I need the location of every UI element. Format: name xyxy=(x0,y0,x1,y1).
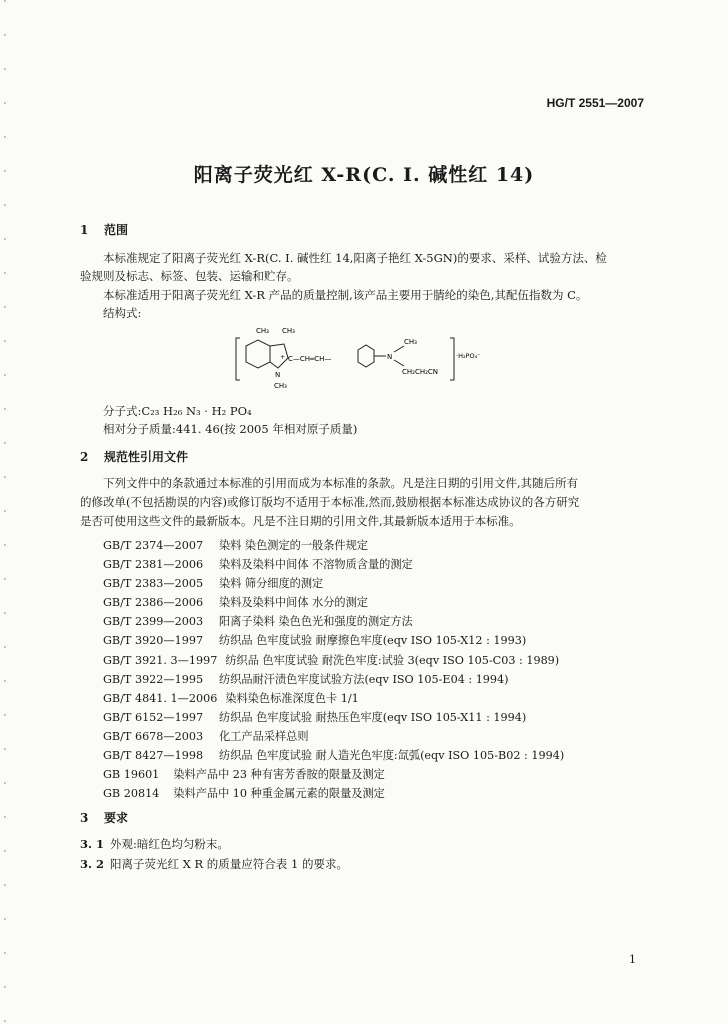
ref-code: GB/T 3921. 3—1997 xyxy=(103,653,218,667)
ref-title: 染料及染料中间体 不溶物质含量的测定 xyxy=(219,558,413,572)
ch3-top-right: CH₃ xyxy=(282,327,295,335)
bond-n-chain xyxy=(394,360,404,366)
scope-paragraph-1b: 验规则及标志、标签、包装、运输和贮存。 xyxy=(80,269,299,283)
reference-item xyxy=(103,612,564,631)
section-title: 规范性引用文件 xyxy=(104,450,189,464)
clause-number: 3. 1 xyxy=(80,837,105,851)
reference-item xyxy=(103,555,564,574)
ch3-top-left: CH₃ xyxy=(256,327,269,335)
reference-item xyxy=(103,631,564,650)
document-title: 阳离子荧光红 X-R(C. I. 碱性红 14) xyxy=(193,164,535,186)
chain-text: C—CH═CH— xyxy=(288,355,332,363)
scope-paragraph-2: 本标准适用于阳离子荧光红 X-R 产品的质量控制,该产品主要用于腈纶的染色,其配伍指数为 C。 xyxy=(103,288,588,302)
n-ring-label: N xyxy=(275,371,281,379)
ref-code: GB/T 2399—2003 xyxy=(103,615,204,629)
ref-code: GB/T 3922—1995 xyxy=(103,672,204,686)
amine-n: N xyxy=(387,353,393,361)
molecular-mass: 相对分子质量:441. 46(按 2005 年相对原子质量) xyxy=(103,422,358,436)
structural-formula xyxy=(234,324,494,394)
reference-item xyxy=(103,670,564,689)
clause-3-2 xyxy=(80,856,348,872)
ref-code: GB/T 3920—1997 xyxy=(103,634,204,648)
ref-title: 染料染色标准深度色卡 1/1 xyxy=(225,691,359,705)
ref-code: GB/T 2386—2006 xyxy=(103,596,204,610)
ref-title: 纺织品 色牢度试验 耐人造光色牢度:氙弧(eqv ISO 105-B02 : 1994) xyxy=(219,749,565,763)
clause-text: 阳离子荧光红 X R 的质量应符合表 1 的要求。 xyxy=(110,857,348,871)
ref-code: GB/T 6678—2003 xyxy=(103,729,204,743)
section-number: 1 xyxy=(80,223,89,237)
bond-n-ch3 xyxy=(394,346,404,352)
ref-title: 化工产品采样总则 xyxy=(219,729,309,743)
ref-code: GB/T 2383—2005 xyxy=(103,577,204,591)
ref-title: 纺织品 色牢度试验 耐摩擦色牢度(eqv ISO 105-X12 : 1993) xyxy=(219,634,527,648)
scope-paragraph-1a: 本标准规定了阳离子荧光红 X-R(C. I. 碱性红 14,阳离子艳红 X-5GN)的要求、采样、试验方法、检 xyxy=(103,251,607,265)
ref-code: GB/T 2381—2006 xyxy=(103,558,204,572)
structural-formula-drawing xyxy=(234,324,494,394)
section-title: 要求 xyxy=(104,811,129,825)
section-2-heading xyxy=(80,448,188,465)
ref-title: 染料 染色测定的一般条件规定 xyxy=(219,539,368,552)
ref-title: 染料产品中 10 种重金属元素的限量及测定 xyxy=(173,787,385,801)
section-3-heading xyxy=(80,809,128,826)
section-title: 范围 xyxy=(104,223,129,237)
ch3-n-right: CH₃ xyxy=(404,338,417,346)
standard-number: HG/T 2551—2007 xyxy=(546,96,644,110)
structure-label: 结构式: xyxy=(103,306,142,320)
phenylene-ring xyxy=(358,345,374,367)
ch2ch2cn: CH₂CH₂CN xyxy=(402,368,439,376)
ref-code: GB/T 8427—1998 xyxy=(103,749,204,763)
molecular-formula: 分子式:C₂₃ H₂₆ N₃ · H₂ PO₄ xyxy=(103,404,252,418)
clause-number: 3. 2 xyxy=(80,857,105,871)
benzene-ring xyxy=(246,340,270,368)
reference-item xyxy=(103,708,564,727)
ref-code: GB 20814 xyxy=(103,787,160,801)
reference-item xyxy=(103,765,564,784)
reference-item xyxy=(103,689,564,708)
scan-margin-marks xyxy=(4,0,6,1024)
normative-paragraph-b: 的修改单(不包括勘误的内容)或修订版均不适用于本标准,然而,鼓励根据本标准达成协议的各方研究 xyxy=(80,495,580,509)
normative-paragraph-c: 是否可使用这些文件的最新版本。凡是不注日期的引用文件,其最新版本适用于本标准。 xyxy=(80,514,521,528)
ref-title: 纺织品耐汗渍色牢度试验方法(eqv ISO 105-E04 : 1994) xyxy=(219,672,509,686)
bracket-left xyxy=(236,338,240,380)
ref-title: 纺织品 色牢度试验 耐洗色牢度:试验 3(eqv ISO 105-C03 : 1989) xyxy=(225,653,560,667)
ref-code: GB/T 6152—1997 xyxy=(103,710,204,724)
counter-ion: ·H₂PO₄⁻ xyxy=(456,352,481,360)
clause-text: 外观:暗红色均匀粉末。 xyxy=(110,837,229,851)
ref-code: GB 19601 xyxy=(103,768,160,782)
reference-item xyxy=(103,574,564,593)
section-number: 3 xyxy=(80,811,89,825)
ref-title: 阳离子染料 染色色光和强度的测定方法 xyxy=(219,615,413,629)
reference-item xyxy=(103,651,564,670)
ref-code: GB/T 4841. 1—2006 xyxy=(103,691,218,705)
ref-title: 染料 筛分细度的测定 xyxy=(219,577,324,591)
reference-item xyxy=(103,593,564,612)
reference-item xyxy=(103,727,564,746)
ref-code: GB/T 2374—2007 xyxy=(103,539,204,552)
plus-sign: + xyxy=(280,354,286,361)
reference-item xyxy=(103,784,564,803)
indoline-ring xyxy=(270,344,288,368)
normative-paragraph-a: 下列文件中的条款通过本标准的引用而成为本标准的条款。凡是注日期的引用文件,其随后所有 xyxy=(103,476,579,490)
clause-3-1 xyxy=(80,836,229,852)
ch3-bottom: CH₃ xyxy=(274,382,287,390)
reference-list xyxy=(103,536,564,803)
section-1-heading xyxy=(80,221,128,238)
section-number: 2 xyxy=(80,450,89,464)
ref-title: 染料产品中 23 种有害芳香胺的限量及测定 xyxy=(173,768,385,782)
page-number: 1 xyxy=(629,953,636,966)
reference-item xyxy=(103,536,564,555)
ref-title: 纺织品 色牢度试验 耐热压色牢度(eqv ISO 105-X11 : 1994) xyxy=(219,710,527,724)
ref-title: 染料及染料中间体 水分的测定 xyxy=(219,596,368,610)
bracket-right xyxy=(450,338,454,380)
reference-item xyxy=(103,746,564,765)
